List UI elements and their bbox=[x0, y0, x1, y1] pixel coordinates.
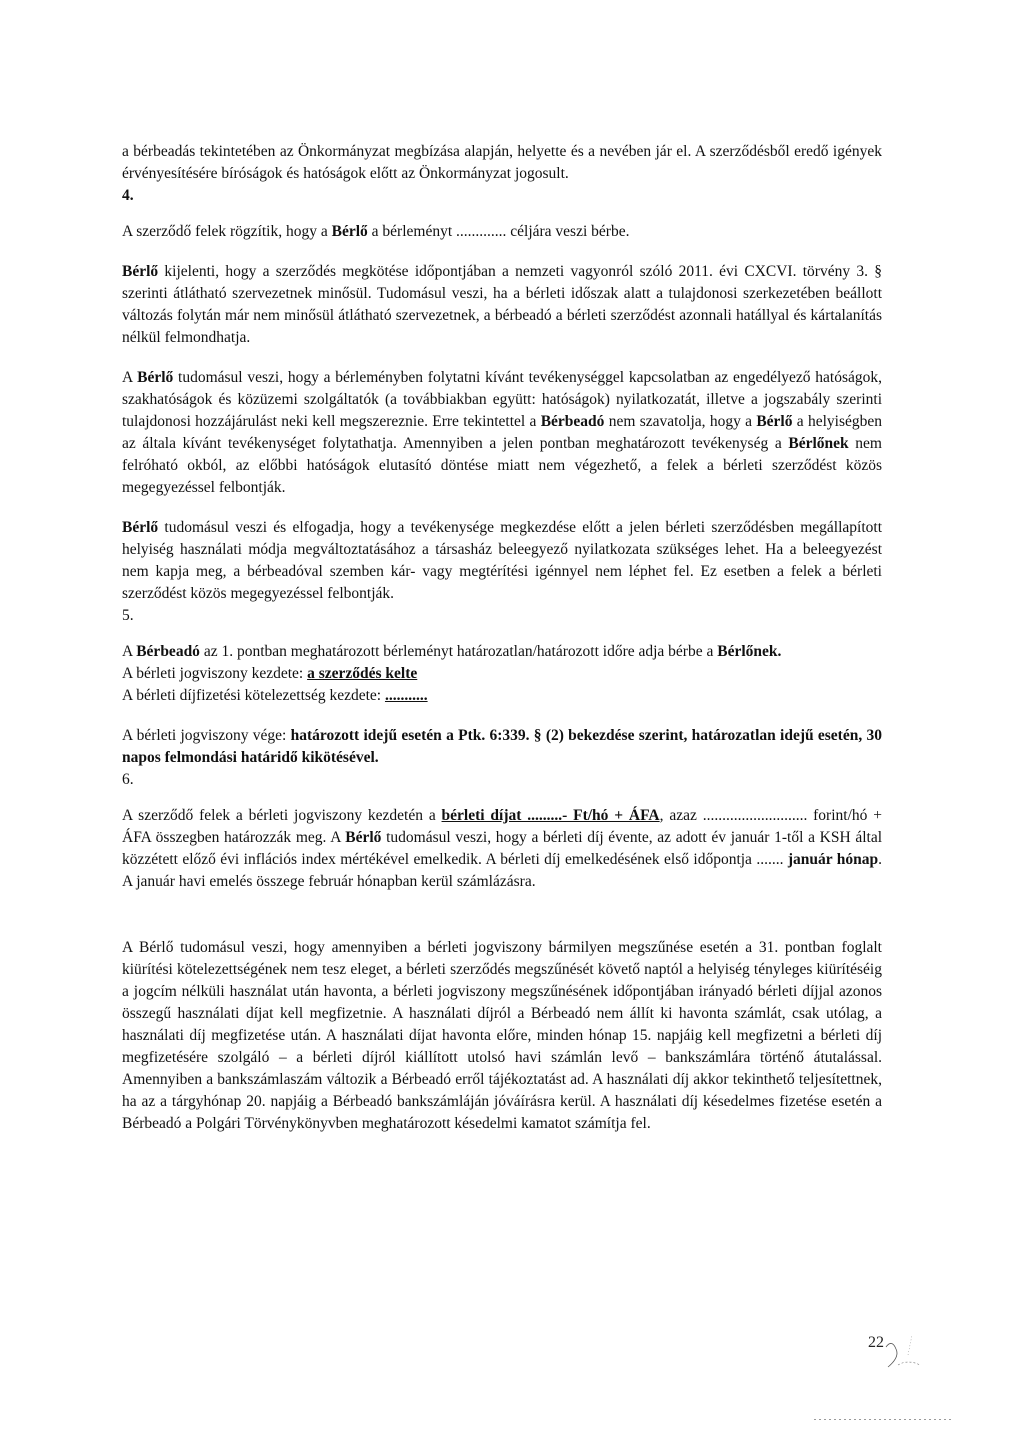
text: az 1. pontban meghatározott bérleményt határozatlan/határozott időre adja bérbe a bbox=[199, 643, 718, 660]
payment-start-value: ........... bbox=[384, 687, 428, 704]
text: a helyiségben az általa kívánt tevékenységet folytathatja. Amennyiben a jelen pontban meghatározott tevékenység a bbox=[122, 413, 882, 452]
text: . A január havi emelés összege február hónapban kerül számlázásra. bbox=[122, 851, 882, 890]
text: A bérleti jogviszony vége: bbox=[122, 727, 291, 744]
paragraph-usage-fee: A Bérlő tudomásul veszi, hogy amennyiben a bérleti jogviszony bármilyen megszűnése esetén a 31. pontban foglalt kiürítési kötelezettségének nem tesz eleget, a bérleti szerződés megszűnését követő naptól a helyiség tényleges kiürítéséig a jogcím nélküli használat után havonta, a bérleti jogviszony megszűnésének időpontjában irányadó bérleti díjjal azonos összegű használati díjat kell megfizetnie. A használati díjról a Bérbeadó nem állít ki havonta számlát, csak utólag, a használati díj megfizetése után. A használati díjat havonta előre, minden hónap 15. napjáig kell megfizetni a bérleti díj megfizetésére szolgáló – a bérleti díjról kiállított utolsó havi számlán levő – bankszámlára történő átutalással. Amennyiben a bankszámlaszám változik a Bérbeadó erről tájékoztatást ad. A használati díj akkor tekinthető teljesítettnek, ha az a tárgyhónap 20. napjáig a Bérbeadó bankszámláján jóváírásra kerül. A használati díj késedelmes fizetése esetén a Bérbeadó a Polgári Törvénykönyvben meghatározott késedelmi kamatot számítja fel. bbox=[122, 939, 882, 1132]
scan-artifact-dotted-line bbox=[814, 1418, 954, 1421]
term-berlonek: Bérlőnek bbox=[788, 435, 849, 452]
text: A bérleti díjfizetési kötelezettség kezdete: bbox=[122, 687, 385, 704]
text: A bbox=[122, 369, 138, 386]
paragraph-lease-term bbox=[122, 641, 882, 663]
paragraph-lease-end bbox=[122, 725, 882, 769]
paragraph-payment-start bbox=[122, 685, 882, 707]
paragraph-intro: a bérbeadás tekintetében az Önkormányzat megbízása alapján, helyette és a nevében jár el. A szerződésből eredő igények érvényesítésére bíróságok és hatóságok előtt az Önkormányzat jogosult. bbox=[122, 143, 882, 182]
text: nem felróható okból, az előbbi hatóságok elutasító döntése miatt nem végezhető, a felek a bérleti szerződést közös megegyezéssel felbontják. bbox=[122, 435, 882, 496]
section-number-6: 6. bbox=[122, 771, 134, 788]
term-berlonek: Bérlőnek. bbox=[717, 643, 782, 660]
document-body bbox=[122, 141, 882, 1135]
term-berlo: Bérlő bbox=[331, 223, 368, 240]
text: nem szavatolja, hogy a bbox=[604, 413, 757, 430]
paragraph-rent bbox=[122, 805, 882, 893]
text: , azaz ........................... forint/hó + ÁFA összegben határozzák meg. A bbox=[122, 807, 882, 846]
section-number-4: 4. bbox=[122, 187, 134, 204]
term-berlo: Bérlő bbox=[122, 263, 159, 280]
term-berlo: Bérlő bbox=[122, 519, 159, 536]
handwritten-initials-icon bbox=[868, 1325, 958, 1375]
term-berlo: Bérlő bbox=[756, 413, 793, 430]
text: A bbox=[122, 643, 137, 660]
rent-amount: bérleti díjat .........- Ft/hó + ÁFA bbox=[441, 807, 660, 824]
term-berbeado: Bérbeadó bbox=[540, 413, 605, 430]
text: tudomásul veszi, hogy a bérleményben folytatni kívánt tevékenységgel kapcsolatban az engedélyező hatóságok, szakhatóságok és közüzemi szolgáltatók (a továbbiakban együtt: hatóságok) nyilatkozatát, illetve a jogszabály szerinti tulajdonosi hozzájárulást neki kell megszereznie. Erre tekintettel a bbox=[122, 369, 882, 430]
term-berlo: Bérlő bbox=[345, 829, 382, 846]
start-date-value: a szerződés kelte bbox=[307, 665, 418, 682]
term-berlo: Bérlő bbox=[137, 369, 174, 386]
page-number: 22 bbox=[868, 1334, 884, 1351]
paragraph-transparency bbox=[122, 261, 882, 349]
text: tudomásul veszi és elfogadja, hogy a tevékenysége megkezdése előtt a jelen bérleti szerződésben megállapított helyiség használati módja megváltoztatásához a társasház beleegyező nyilatkozata szükséges lehet. Ha a beleegyezést nem kapja meg, a bérbeadóval szemben kár- vagy megtérítési igénnyel nem léphet fel. Ez esetben a felek a bérleti szerződést közös megegyezéssel felbontják. bbox=[122, 519, 882, 602]
increase-month: január hónap bbox=[787, 851, 879, 868]
text: A szerződő felek rögzítik, hogy a bbox=[122, 223, 332, 240]
paragraph-start-date bbox=[122, 663, 882, 685]
text: kijelenti, hogy a szerződés megkötése időpontjában a nemzeti vagyonról szóló 2011. évi CXCVI. törvény 3. § szerinti átlátható szervezetnek minősül. Tudomásul veszi, ha a bérleti időszak alatt a tulajdonosi szerkezetében beállott változás folytán már nem minősül átlátható szervezetnek, a bérbeadó a bérleti szerződést azonnali hatállyal és kártalanítás nélkül felmondhatja. bbox=[122, 263, 882, 346]
section-number-5: 5. bbox=[122, 607, 134, 624]
text: A szerződő felek a bérleti jogviszony kezdetén a bbox=[122, 807, 442, 824]
paragraph-authorities bbox=[122, 367, 882, 499]
paragraph-condominium bbox=[122, 517, 882, 605]
paragraph-purpose bbox=[122, 221, 882, 243]
text: tudomásul veszi, hogy a bérleti díj évente, az adott év január 1-től a KSH által közzétett előző évi inflációs index mértékével emelkedik. A bérleti díj emelkedésének első időpontja ....... bbox=[122, 829, 882, 868]
text: A bérleti jogviszony kezdete: bbox=[122, 665, 308, 682]
lease-end-value: határozott idejű esetén a Ptk. 6:339. § (2) bekezdése szerint, határozatlan idejű esetén, 30 napos felmondási határidő kikötésével. bbox=[122, 727, 882, 766]
term-berbeado: Bérbeadó bbox=[136, 643, 200, 660]
text: a bérleményt ............. céljára veszi bérbe. bbox=[367, 223, 630, 240]
